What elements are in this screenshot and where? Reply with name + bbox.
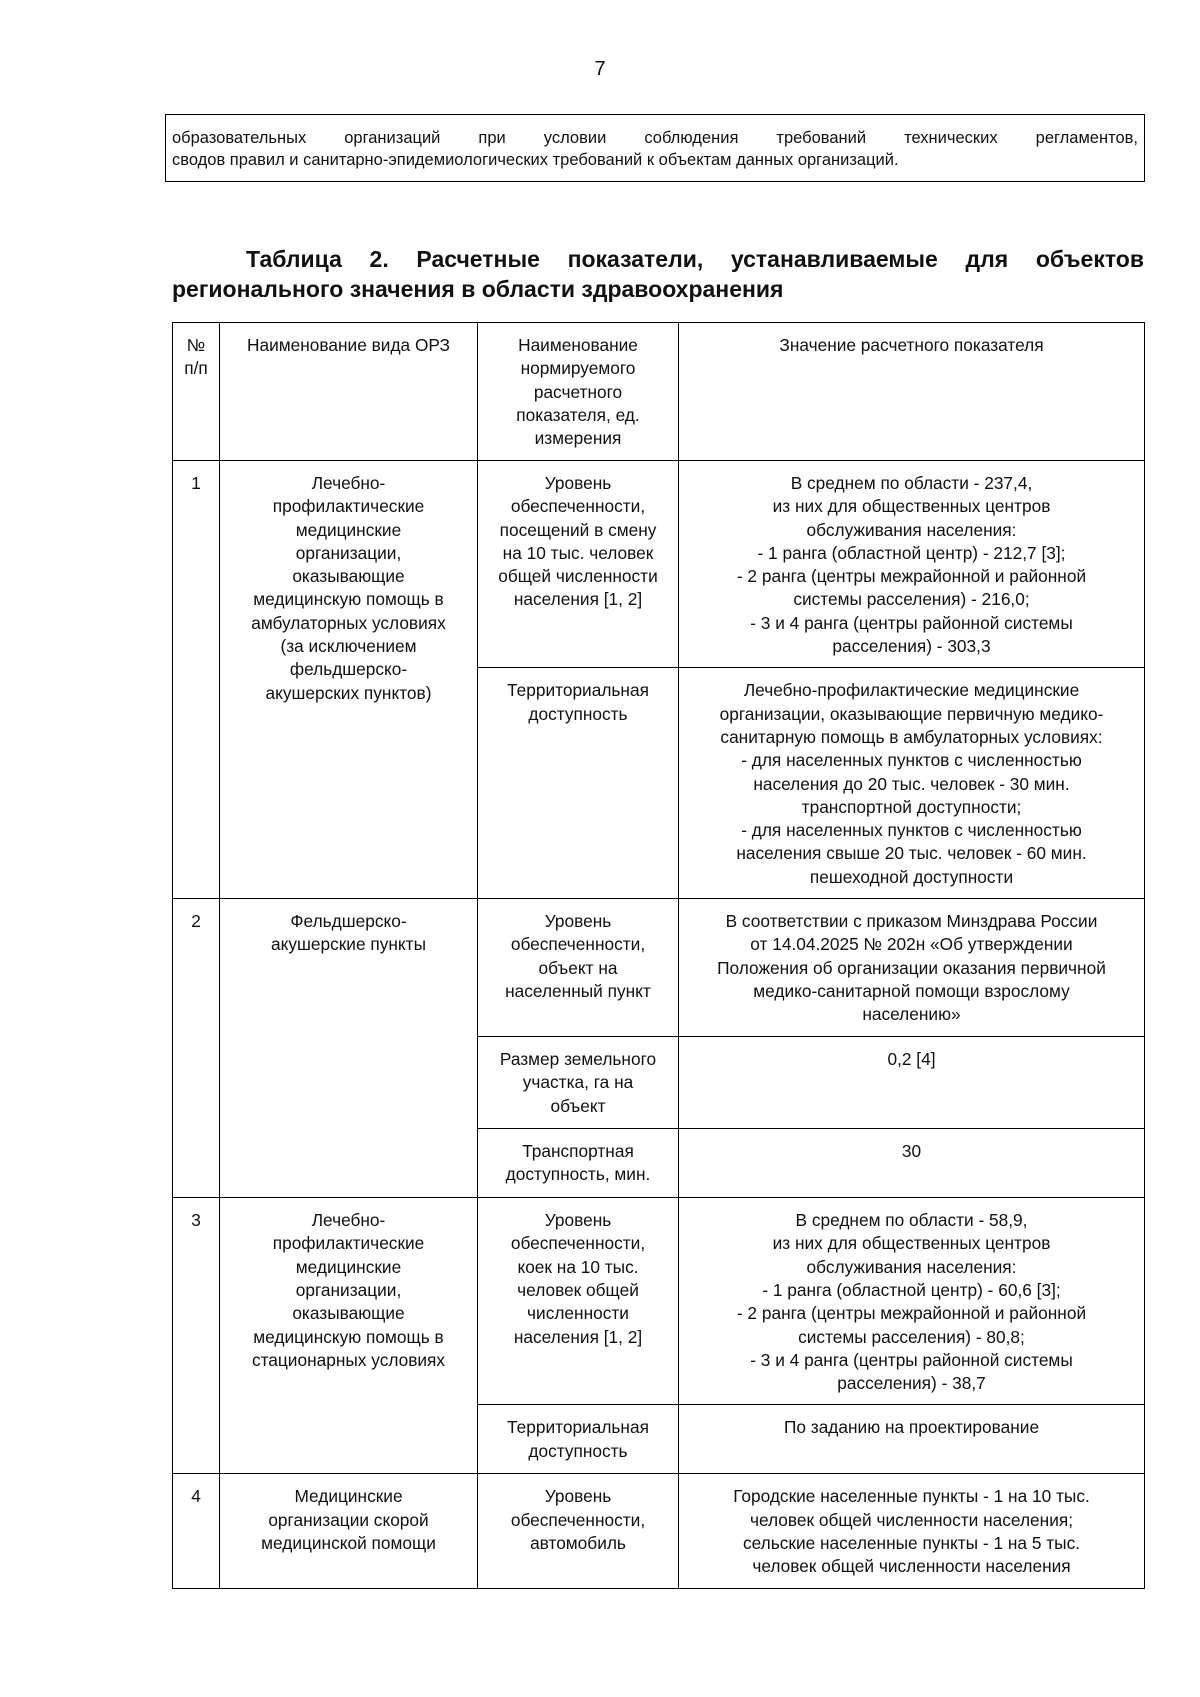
table-title <box>172 244 1144 304</box>
row-number: 2 <box>173 899 220 1198</box>
continuation-text-box <box>165 114 1145 182</box>
continuation-line-1: образовательных организаций при условии соблюдения требований технических регламентов, <box>172 129 1138 147</box>
object-type-cell: Фельдшерско- акушерские пункты <box>220 899 478 1198</box>
table-row <box>173 899 1145 1037</box>
table-header-row <box>173 323 1145 461</box>
header-indicator-name: Наименование нормируемого расчетного показателя, ед. измерения <box>478 323 679 461</box>
table-row <box>173 461 1145 668</box>
indicator-cell: Уровень обеспеченности, коек на 10 тыс. человек общей численности населения [1, 2] <box>478 1198 679 1405</box>
object-type-cell: Лечебно- профилактические медицинские организации, оказывающие медицинскую помощь в стационарных условиях <box>220 1198 478 1474</box>
page-number: 7 <box>594 58 606 80</box>
row-number: 1 <box>173 461 220 899</box>
indicators-table <box>172 322 1145 1589</box>
indicator-cell: Территориальная доступность <box>478 668 679 899</box>
value-cell: По заданию на проектирование <box>679 1405 1145 1474</box>
object-type-cell: Медицинские организации скорой медицинской помощи <box>220 1474 478 1589</box>
header-number: № п/п <box>173 323 220 461</box>
value-cell: В среднем по области - 237,4, из них для общественных центров обслуживания населения: - 1 ранга (областной центр) - 212,7 [3]; - 2 ранга (центры межрайонной и районной системы расселения) - 216,0; - 3 и 4 ранга (центры районной системы расселения) - 303,3 <box>679 461 1145 668</box>
value-cell: Городские населенные пункты - 1 на 10 тыс. человек общей численности населения; сельские населенные пункты - 1 на 5 тыс. человек общей численности населения <box>679 1474 1145 1589</box>
row-number: 4 <box>173 1474 220 1589</box>
indicator-cell: Территориальная доступность <box>478 1405 679 1474</box>
value-cell: 0,2 [4] <box>679 1037 1145 1129</box>
indicator-cell: Транспортная доступность, мин. <box>478 1129 679 1198</box>
value-cell: Лечебно-профилактические медицинские организации, оказывающие первичную медико- санитарную помощь в амбулаторных условиях: - для населенных пунктов с численностью населения до 20 тыс. человек - 30 мин. транспортной доступности; - для населенных пунктов с численностью населения свыше 20 тыс. человек - 60 мин. пешеходной доступности <box>679 668 1145 899</box>
table-title-line-1: Таблица 2. Расчетные показатели, устанавливаемые для объектов <box>246 246 1144 272</box>
object-type-cell: Лечебно- профилактические медицинские организации, оказывающие медицинскую помощь в амбулаторных условиях (за исключением фельдшерско- акушерских пунктов) <box>220 461 478 899</box>
continuation-line-2: сводов правил и санитарно-эпидемиологических требований к объектам данных организаций. <box>172 151 899 169</box>
table-row <box>173 1474 1145 1589</box>
table-row <box>173 1198 1145 1405</box>
header-object-type: Наименование вида ОРЗ <box>220 323 478 461</box>
value-cell: В среднем по области - 58,9, из них для общественных центров обслуживания населения: - 1 ранга (областной центр) - 60,6 [3]; - 2 ранга (центры межрайонной и районной системы расселения) - 80,8; - 3 и 4 ранга (центры районной системы расселения) - 38,7 <box>679 1198 1145 1405</box>
row-number: 3 <box>173 1198 220 1474</box>
header-indicator-value: Значение расчетного показателя <box>679 323 1145 461</box>
value-cell: 30 <box>679 1129 1145 1198</box>
indicator-cell: Уровень обеспеченности, посещений в смену на 10 тыс. человек общей численности населения [1, 2] <box>478 461 679 668</box>
indicator-cell: Размер земельного участка, га на объект <box>478 1037 679 1129</box>
indicator-cell: Уровень обеспеченности, объект на населенный пункт <box>478 899 679 1037</box>
indicator-cell: Уровень обеспеченности, автомобиль <box>478 1474 679 1589</box>
table-title-line-2: регионального значения в области здравоохранения <box>172 276 784 302</box>
value-cell: В соответствии с приказом Минздрава России от 14.04.2025 № 202н «Об утверждении Положения об организации оказания первичной медико-санитарной помощи взрослому населению» <box>679 899 1145 1037</box>
